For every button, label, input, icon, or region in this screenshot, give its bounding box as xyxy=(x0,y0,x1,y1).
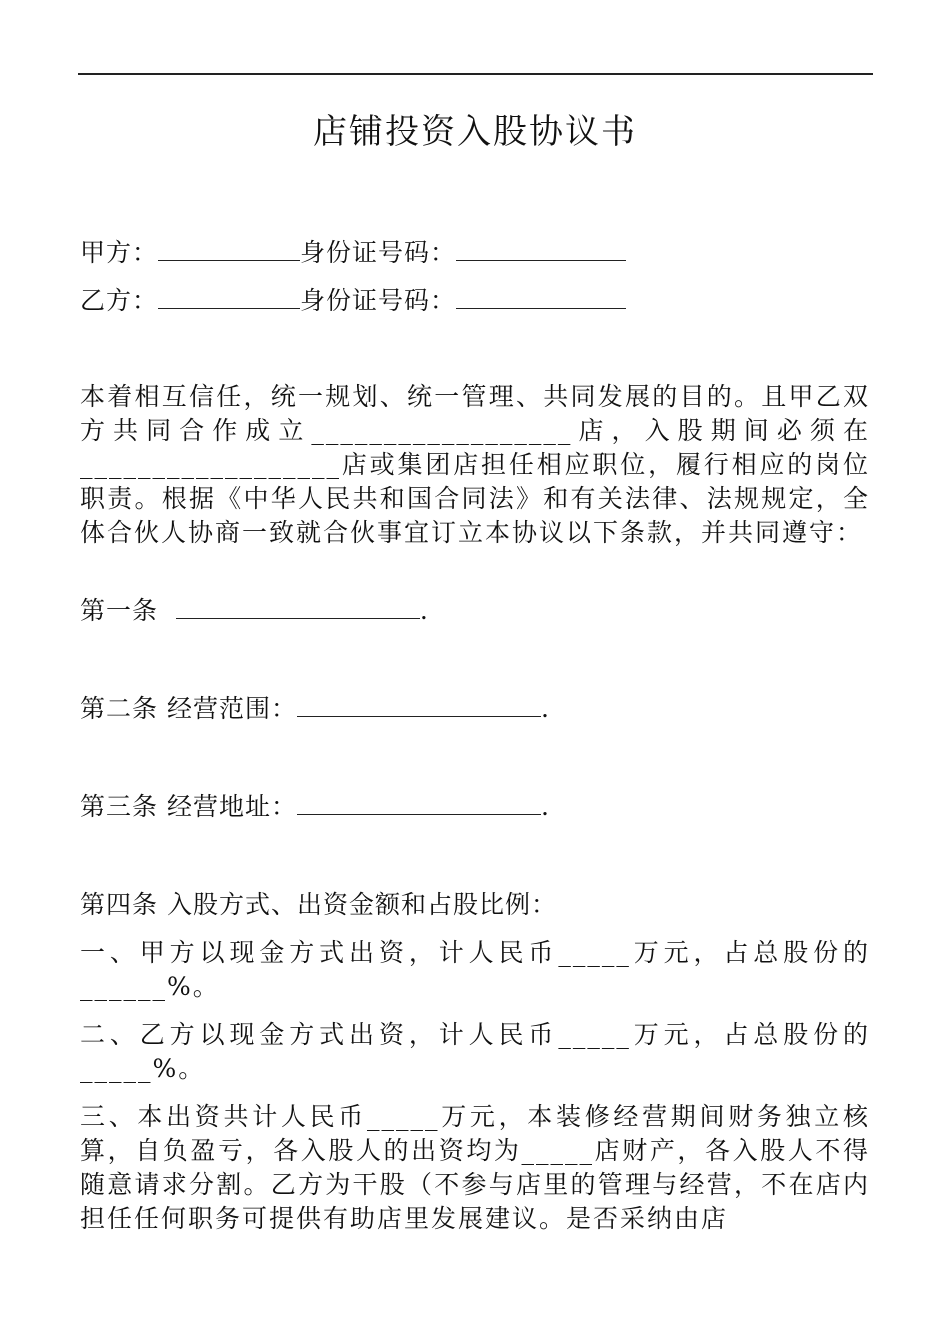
article-2-suffix: . xyxy=(540,694,550,723)
party-a-id-label: 身份证号码： xyxy=(300,238,457,267)
article-1-line xyxy=(80,594,429,628)
party-b-id-blank xyxy=(456,284,626,309)
party-a-id-blank xyxy=(456,236,626,261)
article-3-label: 第三条 经营地址： xyxy=(80,792,297,821)
article-3-suffix: . xyxy=(540,792,550,821)
article-1-suffix: . xyxy=(419,596,429,625)
header-rule xyxy=(78,73,873,75)
party-a-label: 甲方： xyxy=(80,238,159,267)
party-b-name-blank xyxy=(158,284,300,309)
article-3-line xyxy=(80,790,550,824)
article-2-label: 第二条 经营范围： xyxy=(80,694,297,723)
party-a-name-blank xyxy=(158,236,300,261)
article-4-item-2: 二、乙方以现金方式出资，计人民币_____万元，占总股份的_____%。 xyxy=(80,1020,870,1083)
party-b-label: 乙方： xyxy=(80,286,159,315)
article-2-blank xyxy=(297,692,541,717)
article-2-line xyxy=(80,692,550,726)
article-1-label: 第一条 xyxy=(80,596,159,625)
article-4-item-1: 一、甲方以现金方式出资，计人民币_____万元，占总股份的______%。 xyxy=(80,938,870,1001)
party-b-id-label: 身份证号码： xyxy=(300,286,457,315)
article-4-item-3: 三、本出资共计人民币_____万元，本装修经营期间财务独立核算，自负盈亏，各入股人的出资均为_____店财产，各入股人不得随意请求分割。乙方为干股（不参与店里的管理与经营，不在店内担任任何职务可提供有助店里发展建议。是否采纳由店 xyxy=(80,1102,870,1233)
party-b-line xyxy=(80,284,626,318)
document-title: 店铺投资入股协议书 xyxy=(313,112,637,152)
preamble-paragraph: 本着相互信任，统一规划、统一管理、共同发展的目的。且甲乙双方共同合作成立__________________店，入股期间必须在__________________店或集团店担任相应职位，履行相应的岗位职责。根据《中华人民共和国合同法》和有关法律、法规规定，全体合伙人协商一致就合伙事宜订立本协议以下条款，并共同遵守： xyxy=(80,382,870,547)
article-1-blank xyxy=(176,594,420,619)
article-3-blank xyxy=(297,790,541,815)
party-a-line xyxy=(80,236,626,270)
article-4-heading: 第四条 入股方式、出资金额和占股比例： xyxy=(80,890,557,919)
